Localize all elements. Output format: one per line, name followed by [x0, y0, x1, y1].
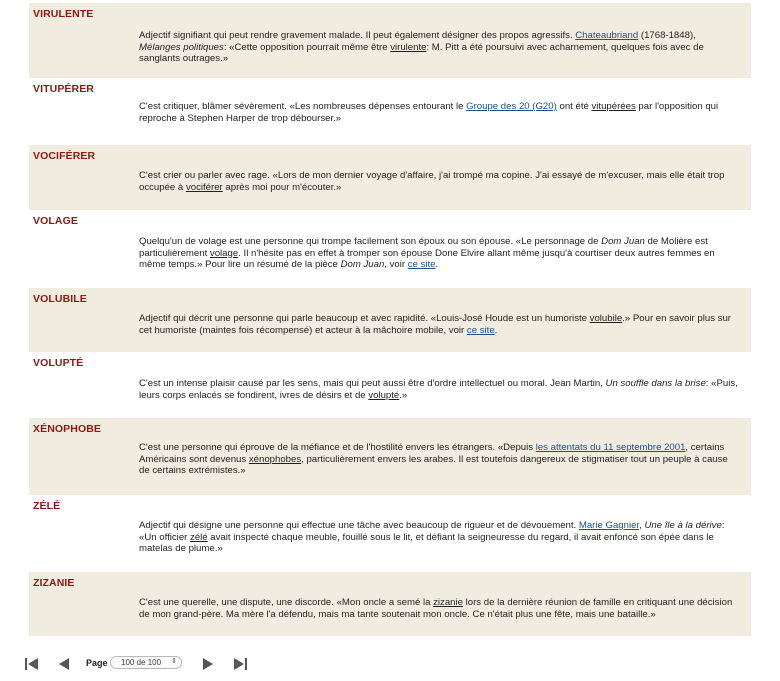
glossary-entry — [29, 352, 751, 418]
definition-text: : M. Pitt a été poursuivi avec acharnement, quelques fois avec de sanglants outrages.» — [139, 41, 704, 64]
highlighted-term: volupté — [368, 389, 400, 401]
definition-text: Adjectif qui décrit une personne qui parle beaucoup et avec rapidité. «Louis-José Houde est un humoriste — [139, 313, 590, 324]
definition-text: .» — [399, 389, 408, 401]
entry-term: VIRULENTE — [33, 8, 94, 20]
reference-link[interactable]: Groupe des 20 (G20) — [466, 101, 557, 112]
entry-term: VOLAGE — [33, 215, 78, 227]
definition-text: lors de la dernière réunion de famille en critiquant une décision de mon grand-père. Ma mère l'a défendu, mais ma tante soutenait mon oncle. Ce n'était plus une fête, mais une bataille.» — [139, 597, 733, 620]
work-title: Mélanges politiques — [139, 41, 224, 53]
entry-definition — [139, 30, 739, 65]
definition-text: avait inspecté chaque meuble, fouillé sous le lit, et défiant la seigneuresse du regard, il avait enfoncé son épée dans le matelas de plume.» — [139, 531, 714, 554]
definition-text: , certains Américains sont devenus — [139, 442, 725, 465]
reference-link[interactable]: ce site — [466, 324, 495, 336]
entry-term: VOLUBILE — [33, 293, 87, 305]
highlighted-term: virulente — [390, 41, 427, 53]
work-title: Dom Juan — [340, 259, 385, 270]
entry-term: ZIZANIE — [33, 577, 75, 589]
definition-text: : «Un officier — [139, 520, 725, 543]
definition-text: . — [494, 324, 498, 336]
entry-definition — [139, 597, 739, 620]
definition-text: Adjectif signifiant qui peut rendre gravement malade. Il peut également désigner des propos agressifs. — [139, 30, 576, 41]
glossary-entry — [29, 288, 751, 352]
glossary-entry — [29, 495, 751, 572]
definition-text: ont été — [556, 101, 592, 112]
work-title: Dom Juan — [601, 236, 645, 247]
definition-text: . — [435, 259, 439, 270]
glossary-entry — [29, 145, 751, 210]
definition-text: Quelqu'un de volage est une personne qui trompe facilement son époux ou son épouse. «Le personnage de — [139, 236, 602, 247]
last-page-icon — [232, 657, 248, 671]
definition-text: Adjectif qui désigne une personne qui effectue une tâche avec beaucoup de rigueur et de dévouement. — [139, 520, 579, 531]
glossary-entry — [29, 210, 751, 288]
last-page-button[interactable] — [232, 657, 248, 671]
highlighted-term: zizanie — [433, 597, 463, 608]
highlighted-term: xénophobes — [248, 453, 302, 465]
definition-text: : «Cette opposition pourrait même être — [223, 41, 391, 53]
definition-text: (1768-1848), — [638, 30, 696, 41]
definition-text: , — [639, 520, 645, 531]
previous-page-icon — [56, 657, 72, 671]
current-page-value: 100 — [121, 658, 135, 667]
highlighted-term: vociférer — [185, 181, 223, 193]
work-title: Une île à la dérive — [644, 520, 722, 531]
definition-text: par l'opposition qui reproche à Stephen Harper de trop débourser.» — [139, 101, 719, 124]
next-page-icon — [200, 657, 216, 671]
reference-link[interactable]: les attentats du 11 septembre 2001 — [535, 442, 686, 453]
definition-text: C'est une personne qui éprouve de la méfiance et de l'hostilité envers les étrangers. «Depuis — [139, 442, 536, 453]
pagination-bar — [22, 652, 282, 676]
first-page-icon — [24, 657, 40, 671]
work-title: Un souffle dans la brise — [605, 378, 706, 389]
reference-link[interactable]: Marie Gagnier — [578, 520, 640, 531]
entry-definition — [139, 378, 739, 401]
definition-text: après moi pour m'écouter.» — [222, 181, 342, 193]
definition-text: C'est critiquer, blâmer sévèrement. «Les nombreuses dépenses entourant le — [139, 101, 467, 112]
first-page-button[interactable] — [24, 657, 40, 671]
definition-text: de Molière est particulièrement — [139, 236, 708, 259]
definition-text: . Il n'hésite pas en effet à tromper son épouse Done Elvire allant même jusqu'à courtiser deux autres femmes en même temps.» Pour lire un résumé de la pièce — [139, 247, 715, 270]
entry-definition — [139, 101, 739, 124]
entry-definition — [139, 442, 739, 477]
glossary-entry — [29, 3, 751, 78]
glossary-entry — [29, 572, 751, 636]
previous-page-button[interactable] — [56, 657, 72, 671]
highlighted-term: vitupérées — [591, 101, 636, 112]
entry-term: VOCIFÉRER — [33, 150, 96, 162]
glossary-list — [29, 3, 751, 636]
definition-text: , voir — [384, 259, 408, 270]
entry-definition — [139, 236, 739, 271]
definition-text: : «Puis, leurs corps enlacés se fondirent, ivres de désirs et de — [139, 378, 738, 401]
definition-text: C'est crier ou parler avec rage. «Lors de mon dernier voyage d'affaire, j'ai trompé ma copine. J'ai essayé de m'excuser, mais elle était trop occupée à — [139, 170, 725, 193]
next-page-button[interactable] — [200, 657, 216, 671]
glossary-entry — [29, 418, 751, 495]
entry-definition — [139, 170, 739, 193]
entry-term: VITUPÉRER — [33, 83, 94, 95]
definition-text: .» Pour en savoir plus sur cet humoriste (maintes fois récompensé) et acteur à la mâchoire mobile, voir — [139, 313, 731, 336]
definition-text: , particulièrement envers les arabes. Il est toutefois dangereux de stigmatiser tout un peuple à cause de certains extrémistes.» — [139, 453, 728, 476]
highlighted-term: volage — [209, 247, 239, 259]
reference-link[interactable]: ce site — [407, 259, 436, 270]
entry-term: XÉNOPHOBE — [33, 423, 101, 435]
page-select[interactable] — [110, 656, 182, 669]
entry-term: ZÉLÉ — [33, 500, 61, 512]
entry-definition — [139, 313, 739, 336]
highlighted-term: volubile — [589, 313, 623, 324]
select-arrows-icon: ⇕ — [171, 658, 177, 665]
entry-definition — [139, 520, 739, 555]
glossary-entry — [29, 78, 751, 145]
entry-term: VOLUPTÉ — [33, 357, 84, 369]
page-label: Page — [86, 658, 108, 668]
definition-text: C'est un intense plaisir causé par les sens, mais qui peut aussi être d'ordre intellectuel ou moral. Jean Martin, — [139, 378, 606, 389]
total-pages-value: 100 — [147, 658, 162, 667]
page-separator: de — [136, 658, 146, 667]
definition-text: C'est une querelle, une dispute, une discorde. «Mon oncle a semé la — [139, 597, 434, 608]
reference-link[interactable]: Chateaubriand — [575, 30, 639, 41]
highlighted-term: zélé — [190, 531, 208, 543]
